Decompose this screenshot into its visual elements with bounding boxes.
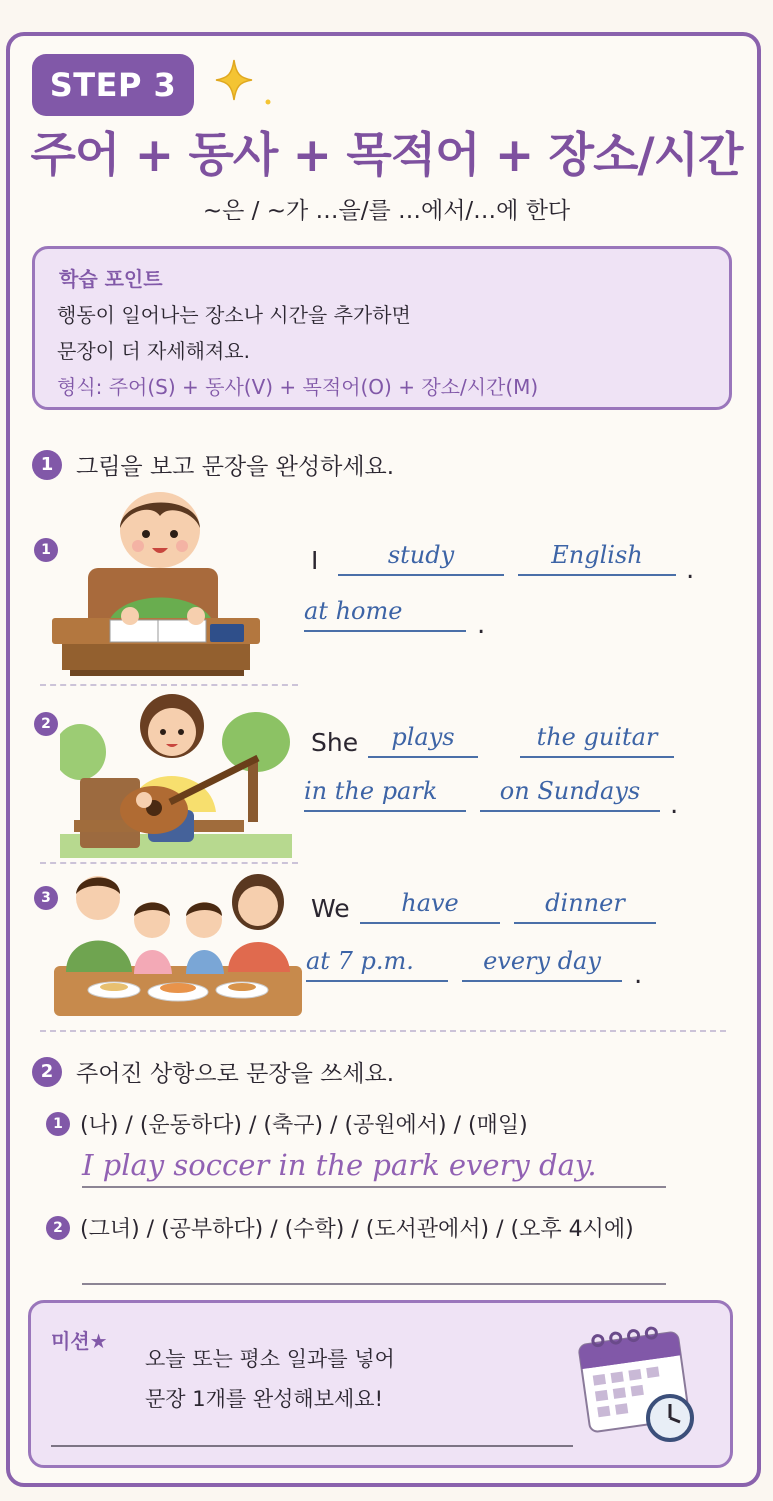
item3-subject: We bbox=[311, 894, 350, 923]
step-badge: STEP 3 bbox=[32, 54, 194, 116]
item2-period: . bbox=[670, 790, 679, 820]
mission-line2: 문장 1개를 완성해보세요! bbox=[145, 1387, 383, 1411]
section1-heading bbox=[32, 448, 394, 481]
divider bbox=[40, 684, 298, 686]
item3-blank-object[interactable]: dinner bbox=[514, 888, 656, 924]
girl-guitar-illustration bbox=[60, 692, 292, 858]
learning-point-formula: 형식: 주어(S) + 동사(V) + 목적어(O) + 장소/시간(M) bbox=[57, 375, 539, 399]
mission-title: 미션★ bbox=[51, 1329, 108, 1353]
section2-heading bbox=[32, 1055, 394, 1088]
section-divider bbox=[40, 1030, 726, 1032]
learning-point-line2: 문장이 더 자세해져요. bbox=[57, 339, 250, 363]
prompt1-text: (나) / (운동하다) / (축구) / (공원에서) / (매일) bbox=[80, 1113, 528, 1138]
section2-prompt1 bbox=[46, 1108, 528, 1139]
learning-point-title: 학습 포인트 bbox=[59, 267, 163, 291]
item2-blank-place[interactable]: in the park bbox=[304, 776, 466, 812]
section2-instruction: 주어진 상항으로 문장을 쓰세요. bbox=[76, 1061, 395, 1087]
item3-blank-verb[interactable]: have bbox=[360, 888, 500, 924]
item3-blank-time[interactable]: at 7 p.m. bbox=[306, 946, 448, 982]
item1-number: 1 bbox=[34, 538, 58, 562]
boy-studying-illustration bbox=[48, 490, 270, 678]
item2-blank-verb[interactable]: plays bbox=[368, 722, 478, 758]
item2-blank-object[interactable]: the guitar bbox=[520, 722, 674, 758]
calendar-clock-icon bbox=[574, 1322, 704, 1442]
item2-blank-time[interactable]: on Sundays bbox=[480, 776, 660, 812]
divider bbox=[40, 862, 298, 864]
mission-line1: 오늘 또는 평소 일과를 넣어 bbox=[145, 1347, 395, 1371]
family-dinner-illustration bbox=[54, 868, 302, 1016]
item3-blank-frequency[interactable]: every day bbox=[462, 946, 622, 982]
sparkle-icon bbox=[212, 56, 276, 108]
item1-period-2: . bbox=[477, 610, 486, 640]
learning-point-line1: 행동이 일어나는 장소나 시간을 추가하면 bbox=[57, 303, 411, 327]
prompt1-number: 1 bbox=[46, 1112, 70, 1136]
item1-blank-place[interactable]: at home bbox=[304, 596, 466, 632]
item3-number: 3 bbox=[34, 886, 58, 910]
section2-prompt2 bbox=[46, 1212, 634, 1243]
mission-answer-line[interactable] bbox=[51, 1445, 573, 1447]
item3-period: . bbox=[634, 960, 643, 990]
section2-number: 2 bbox=[32, 1057, 62, 1087]
prompt1-answer[interactable]: I play soccer in the park every day. bbox=[82, 1146, 666, 1188]
prompt2-text: (그녀) / (공부하다) / (수학) / (도서관에서) / (오후 4시에) bbox=[80, 1217, 634, 1242]
item2-number: 2 bbox=[34, 712, 58, 736]
page-title: 주어 + 동사 + 목적어 + 장소/시간 bbox=[30, 128, 743, 183]
item2-subject: She bbox=[311, 728, 359, 757]
item1-blank-verb[interactable]: study bbox=[338, 540, 504, 576]
section1-number: 1 bbox=[32, 450, 62, 480]
prompt2-answer-line[interactable] bbox=[82, 1283, 666, 1285]
item1-period-1: . bbox=[686, 555, 695, 585]
item1-blank-object[interactable]: English bbox=[518, 540, 676, 576]
prompt2-number: 2 bbox=[46, 1216, 70, 1240]
page-subtitle: ~은 / ~가 …을/를 …에서/…에 한다 bbox=[202, 198, 571, 224]
section1-instruction: 그림을 보고 문장을 완성하세요. bbox=[76, 454, 395, 480]
item1-subject: I bbox=[311, 546, 319, 575]
learning-point-box bbox=[32, 246, 732, 410]
